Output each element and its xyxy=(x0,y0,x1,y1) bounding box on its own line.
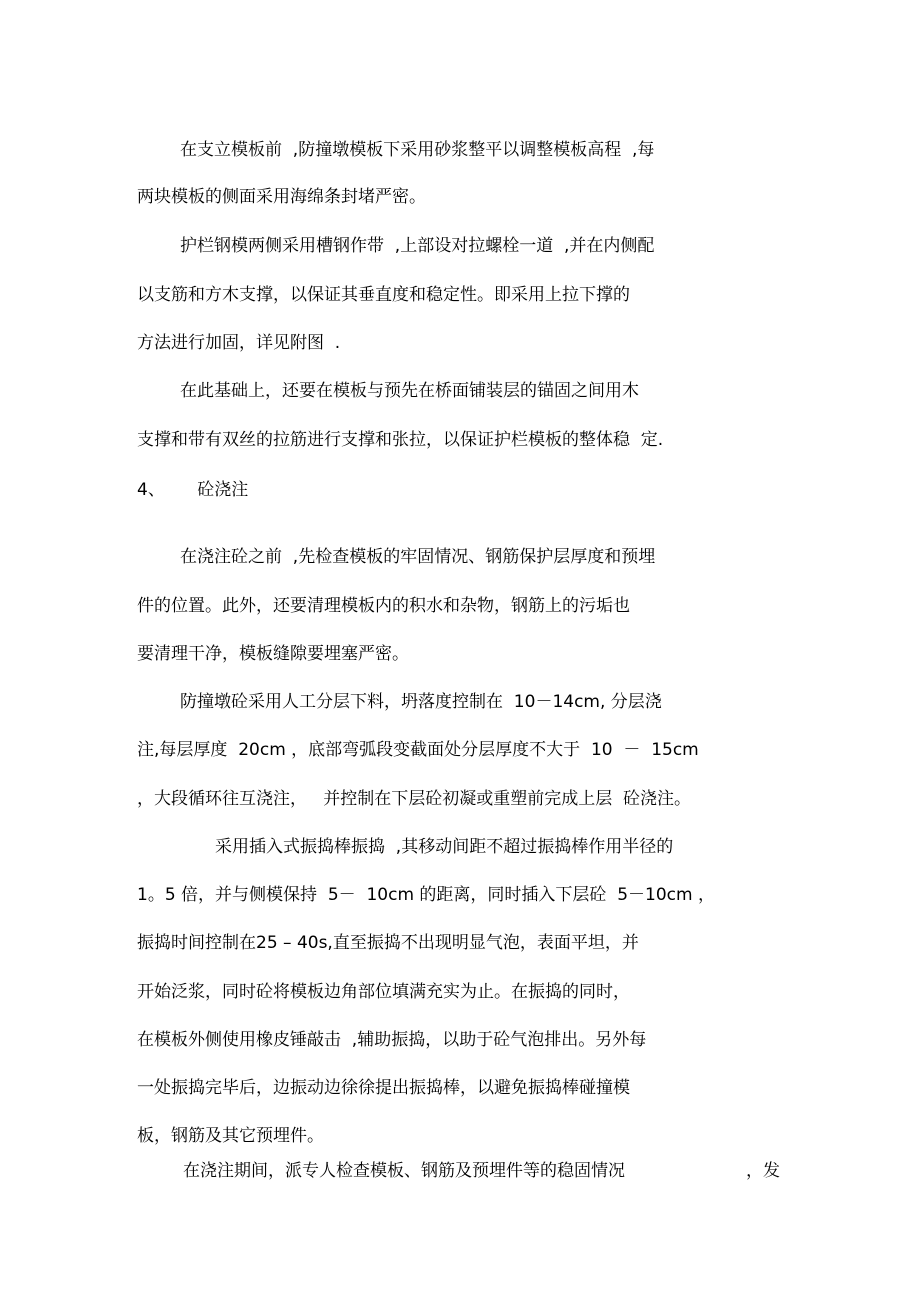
paragraph-line: 两块模板的侧面采用海绵条封堵严密。 xyxy=(137,187,426,207)
paragraph-line: 开始泛浆，同时砼将模板边角部位填满充实为止。在振捣的同时， xyxy=(137,982,630,1002)
paragraph-line: 1。5 倍，并与侧模保持 5－ 10cm 的距离，同时插入下层砼 5－10cm ， xyxy=(137,885,715,905)
paragraph-line: 在支立模板前 ,防撞墩模板下采用砂浆整平以调整模板高程 ,每 xyxy=(180,140,655,160)
paragraph-line: 板，钢筋及其它预埋件。 xyxy=(137,1126,324,1146)
paragraph-line: 在此基础上，还要在模板与预先在桥面铺装层的锚固之间用木 xyxy=(180,381,639,401)
paragraph-line: 要清理干净，模板缝隙要埋塞严密。 xyxy=(137,644,409,664)
paragraph-line-tail: ，发 xyxy=(746,1161,780,1181)
paragraph-line: 在浇注期间，派专人检查模板、钢筋及预埋件等的稳固情况 xyxy=(183,1161,625,1181)
paragraph-line: 防撞墩砼采用人工分层下料，坍落度控制在 10－14cm, 分层浇 xyxy=(180,692,662,712)
paragraph-line: 护栏钢模两侧采用槽钢作带 ,上部设对拉螺栓一道 ,并在内侧配 xyxy=(180,236,655,256)
paragraph-line: 注,每层厚度 20cm ，底部弯弧段变截面处分层厚度不大于 10 － 15cm xyxy=(137,740,699,760)
paragraph-line: 支撑和带有双丝的拉筋进行支撑和张拉，以保证护栏模板的整体稳 定. xyxy=(137,430,664,450)
paragraph-line: 件的位置。此外，还要清理模板内的积水和杂物，钢筋上的污垢也 xyxy=(137,596,630,616)
paragraph-line: 振捣时间控制在25 – 40s,直至振捣不出现明显气泡，表面平坦，并 xyxy=(137,933,639,953)
section-heading: 4、 砼浇注 xyxy=(137,480,249,500)
paragraph-line: 采用插入式振捣棒振捣 ,其移动间距不超过振捣棒作用半径的 xyxy=(215,837,674,857)
paragraph-line: 方法进行加固，详见附图 . xyxy=(137,333,341,353)
paragraph-line: 在模板外侧使用橡皮锤敲击 ,辅助振捣，以助于砼气泡排出。另外每 xyxy=(137,1030,647,1050)
paragraph-line: 一处振捣完毕后，边振动边徐徐提出振捣棒，以避免振捣棒碰撞模 xyxy=(137,1078,630,1098)
paragraph-line: 在浇注砼之前 ,先检查模板的牢固情况、钢筋保护层厚度和预埋 xyxy=(180,547,656,567)
paragraph-line: 以支筋和方木支撑，以保证其垂直度和稳定性。即采用上拉下撑的 xyxy=(137,285,630,305)
paragraph-line: ，大段循环往互浇注， 并控制在下层砼初凝或重塑前完成上层 砼浇注。 xyxy=(137,789,692,809)
